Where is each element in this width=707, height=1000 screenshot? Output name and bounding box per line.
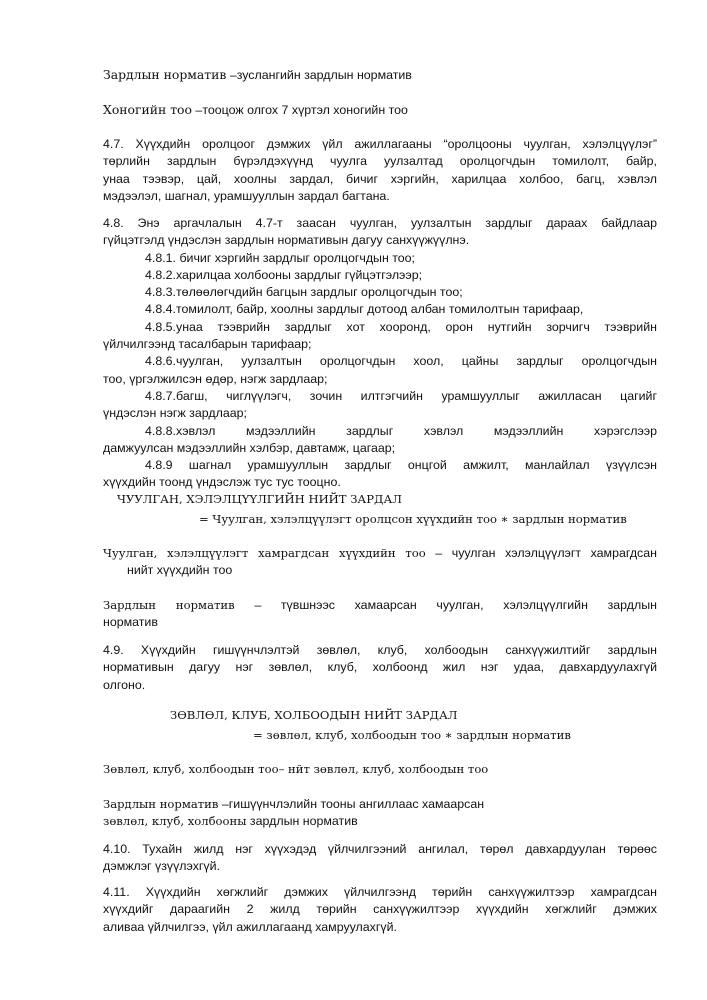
text-line: мэдээлэл, шагнал, урамшууллын зардал багтана. <box>103 188 390 203</box>
definition-participants <box>103 545 657 580</box>
definition-line <box>103 597 657 614</box>
text-line: гүйцэтгэлд үндэслэн зардлын нормативын дагуу санхүүжүүлнэ. <box>103 233 470 248</box>
term: Хоногийн тоо <box>103 102 192 117</box>
list-item-cont: дамжуулсан мэдээллийн хэлбэр, давтамж, цагаар; <box>103 440 396 455</box>
text-line: олгоно. <box>103 677 146 692</box>
list-item-cont: хүүхдийн тоонд үндэслэж тус тус тооцно. <box>103 475 341 490</box>
term: Зардлын норматив <box>103 797 219 811</box>
term: Зөвлөл, клуб, холбоодын тоо <box>103 762 279 776</box>
text-line: 4.11. Хүүхдийн хөгжлийг дэмжих үйлчилгээнд төрийн санхүүжилтээр хамрагдсан <box>103 885 657 899</box>
paragraph-4-10 <box>103 841 657 876</box>
text-line: нормативын дагуу нэг зөвлөл, клуб, холбоонд жил нэг удаа, давхардуулахгүй <box>103 660 657 675</box>
description-cont: зардлын норматив <box>246 814 358 829</box>
definition-councils <box>103 761 657 778</box>
list-item: 4.8.1. бичиг хэргийн зардлыг оролцогчдын тоо; <box>145 250 415 265</box>
term: Чуулган, хэлэлцүүлэгт хамрагдсан хүүхдийн тоо <box>103 546 426 560</box>
text-line: 4.10. Тухайн жилд нэг хүүхэдэд үйлчилгээний ангилал, төрөл давхардуулан төрөөс <box>103 842 657 856</box>
list-item: 4.8.5.унаа тээврийн зардлыг хот хооронд, орон нутгийн зорчигч тээврийн <box>145 319 657 334</box>
paragraph-4-7 <box>103 136 657 205</box>
paragraph-4-11 <box>103 884 657 936</box>
list-item: 4.8.3.төлөөлөгчдийн багцын зардлыг оролцогчдын тоо; <box>145 285 463 300</box>
text-line: 4.9. Хүүхдийн гишүүнчлэлтэй зөвлөл, клуб, холбоодын санхүүжилтийг зардлын <box>103 643 657 657</box>
formula-2-lhs: ЗӨВЛӨЛ, КЛУБ, ХОЛБООДЫН НИЙТ ЗАРДАЛ <box>170 708 458 722</box>
text-line: хүүхдийг дараагийн 2 жилд төрийн санхүүжилтээр хүүхдийн хөгжлийг дэмжих <box>103 902 657 917</box>
definition-line <box>103 796 657 813</box>
description: – чуулган хэлэлцүүлэгт хамрагдсан <box>425 546 657 560</box>
description: – түвшнээс хамаарсан чуулган, хэлэлцүүлгийн зардлын <box>234 598 657 612</box>
definition-norm-camp <box>103 66 657 84</box>
list-item-cont: үйлчилгээнд тасалбарын тарифаар; <box>103 337 312 352</box>
list-item: 4.8.8.хэвлэл мэдээллийн зардлыг хэвлэл мэдээллийн хэрэгслээр <box>145 423 657 438</box>
list-item: 4.8.2.харилцаа холбооны зардлыг гүйцэтгэлээр; <box>145 267 423 282</box>
list-item-cont: үндэслэн нэгж зардлаар; <box>103 406 247 421</box>
list-item: 4.8.7.багш, чиглүүлэгч, зочин илтгэгчийн урамшууллыг ажилласан цагийг <box>145 388 657 403</box>
list-item-cont: тоо, үргэлжилсэн өдөр, нэгж зардлаар; <box>103 371 328 386</box>
text-line: унаа тээвэр, цай, хоолны зардал, бичиг хэргийн, харилцаа холбоо, багц, хэвлэл <box>103 171 657 186</box>
description: – нйт зөвлөл, клуб, холбоодын тоо <box>278 762 489 776</box>
list-item: 4.8.4.томилолт, байр, хоолны зардлыг дотоод албан томилолтын тарифаар, <box>145 302 584 317</box>
description: –зуслангийн зардлын норматив <box>226 68 412 82</box>
definition-days-count <box>103 101 657 119</box>
paragraph-4-9 <box>103 642 657 694</box>
text-line: төрлийн зардлын бүрэлдэхүүнд чуулга уулзалтад оролцогчдын томилолт, байр, <box>103 154 657 169</box>
term-cont: зөвлөл, клуб, холбооны <box>103 814 247 829</box>
definition-cont <box>103 813 657 830</box>
formula-2-rhs: = зөвлөл, клуб, холбоодын тоо ∗ зардлын норматив <box>253 728 571 742</box>
term: Зардлын норматив <box>103 67 227 82</box>
text-line: 4.7. Хүүхдийн оролцоог дэмжих үйл ажиллагааны “оролцооны чуулган, хэлэлцүүлэг” <box>103 137 657 151</box>
term: Зардлын норматив <box>103 598 235 612</box>
list-item: 4.8.9 шагнал урамшууллын зардлыг онцгой амжилт, манлайлал үзүүлсэн <box>145 458 657 473</box>
formula-1-rhs: = Чуулган, хэлэлцүүлэгт оролцсон хүүхдийн тоо ∗ зардлын норматив <box>199 512 627 526</box>
paragraph-4-8 <box>103 215 657 492</box>
description: –тооцож олгох 7 хүртэл хоногийн тоо <box>191 103 408 117</box>
formula-1-lhs: ЧУУЛГАН, ХЭЛЭЛЦҮҮЛГИЙН НИЙТ ЗАРДАЛ <box>117 492 402 506</box>
text-line: аливаа үйлчилгээ, үйл ажиллагаанд хамруулахгүй. <box>103 919 397 934</box>
definition-cont: нийт хүүхдийн тоо <box>127 563 233 578</box>
definition-norm-membership <box>103 796 657 831</box>
definition-line <box>103 545 657 562</box>
list-item: 4.8.6.чуулган, уулзалтын оролцогчдын хоол, цайны зардлыг оролцогчдын <box>145 354 657 369</box>
definition-cont: норматив <box>103 615 158 630</box>
text-line: дэмжлэг үзүүлэхгүй. <box>103 859 220 874</box>
text-line: 4.8. Энэ аргачлалын 4.7-т заасан чуулган, уулзалтын зардлыг дараах байдлаар <box>103 216 657 230</box>
description: –гишүүнчлэлийн тооны ангиллаас хамаарсан <box>218 797 485 811</box>
definition-norm-level <box>103 597 657 632</box>
